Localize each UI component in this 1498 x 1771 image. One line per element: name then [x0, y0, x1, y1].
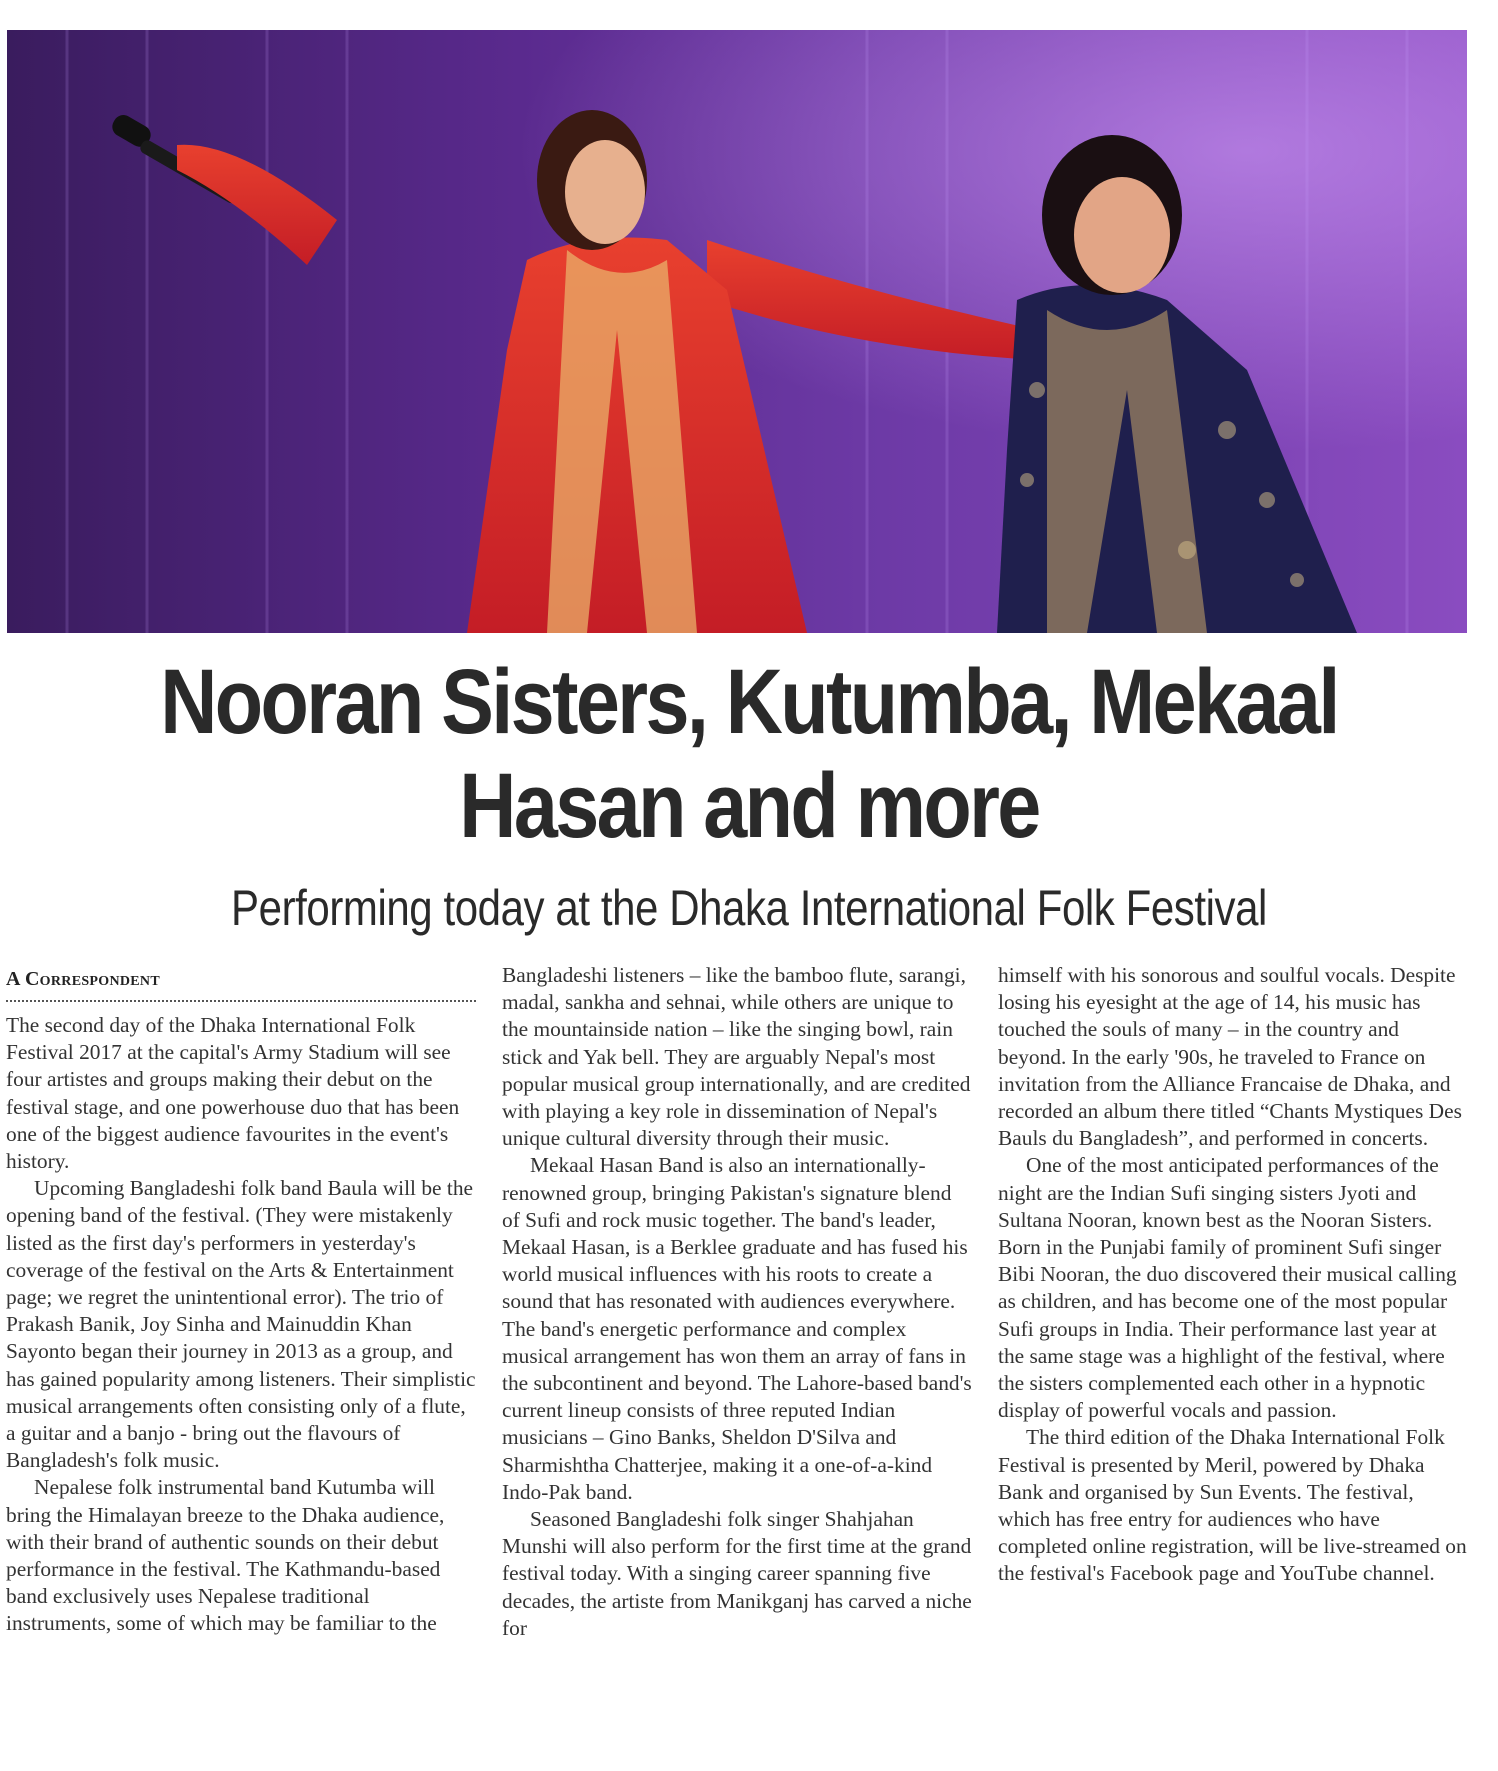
article-column-2	[502, 962, 972, 1642]
article-column-3	[998, 962, 1468, 1588]
article-subheadline: Performing today at the Dhaka International Folk Festival	[231, 880, 1267, 936]
paragraph: One of the most anticipated performances of the night are the Indian Sufi singing sisters Jyoti and Sultana Nooran, known best as the Nooran Sisters. Born in the Punjabi family of prominent Sufi singer Bibi Nooran, the duo discovered their musical calling as children, and has become one of the most popular Sufi groups in India. Their performance last year at the same stage was a highlight of the festival, where the sisters complemented each other in a hypnotic display of powerful vocals and passion.	[998, 1153, 1457, 1423]
headline-line-1: Nooran Sisters, Kutumba, Mekaal	[160, 651, 1338, 753]
paragraph: Bangladeshi listeners – like the bamboo flute, sarangi, madal, sankha and sehnai, while others are unique to the mountainside nation – like the singing bowl, rain stick and Yak bell. They are arguably Nepal's most popular musical group internationally, and are credited with playing a key role in dissemination of Nepal's unique cultural diversity through their music.	[502, 963, 971, 1151]
paragraph: Seasoned Bangladeshi folk singer Shahjahan Munshi will also perform for the first time at the grand festival today. With a singing career spanning five decades, the artiste from Manikganj has carved a niche for	[502, 1507, 972, 1640]
paragraph: himself with his sonorous and soulful vocals. Despite losing his eyesight at the age of 14, his music has touched the souls of many – in the country and beyond. In the early '90s, he traveled to France on invitation from the Alliance Francaise de Dhaka, and recorded an album there titled “Chants Mystiques Des Bauls du Bangladesh”, and performed in concerts.	[998, 963, 1462, 1151]
headline-line-2: Hasan and more	[459, 755, 1039, 857]
paragraph: The third edition of the Dhaka International Folk Festival is presented by Meril, powered by Dhaka Bank and organised by Sun Events. The festival, which has free entry for audiences who have completed online registration, will be live-streamed on the festival's Facebook page and YouTube channel.	[998, 1425, 1467, 1586]
concert-stage-photo-icon	[7, 30, 1467, 633]
paragraph: Nepalese folk instrumental band Kutumba will bring the Himalayan breeze to the Dhaka audience, with their brand of authentic sounds on their debut performance in the festival. The Kathmandu-based band exclusively uses Nepalese traditional instruments, some of which may be familiar to the	[6, 1475, 445, 1636]
byline: A Correspondent	[6, 962, 476, 1002]
article-column-1	[6, 962, 476, 1638]
article-headline	[105, 650, 1393, 858]
paragraph: Mekaal Hasan Band is also an internationally-renowned group, bringing Pakistan's signature blend of Sufi and rock music together. The band's leader, Mekaal Hasan, is a Berklee graduate and has fused his world musical influences with his roots to create a sound that has resonated with audiences everywhere. The band's energetic performance and complex musical arrangement has won them an array of fans in the subcontinent and beyond. The Lahore-based band's current lineup consists of three reputed Indian musicians – Gino Banks, Sheldon D'Silva and Sharmishtha Chatterjee, making it a one-of-a-kind Indo-Pak band.	[502, 1153, 972, 1504]
concert-photo	[7, 30, 1467, 633]
paragraph: The second day of the Dhaka International Folk Festival 2017 at the capital's Army Stadium will see four artistes and groups making their debut on the festival stage, and one powerhouse duo that has been one of the biggest audience favourites in the event's history.	[6, 1013, 460, 1174]
paragraph: Upcoming Bangladeshi folk band Baula will be the opening band of the festival. (They were mistakenly listed as the first day's performers in yesterday's coverage of the festival on the Arts & Entertainment page; we regret the unintentional error). The trio of Prakash Banik, Joy Sinha and Mainuddin Khan Sayonto began their journey in 2013 as a group, and has gained popularity among listeners. Their simplistic musical arrangements often consisting only of a flute, a guitar and a banjo - bring out the flavours of Bangladesh's folk music.	[6, 1176, 476, 1473]
